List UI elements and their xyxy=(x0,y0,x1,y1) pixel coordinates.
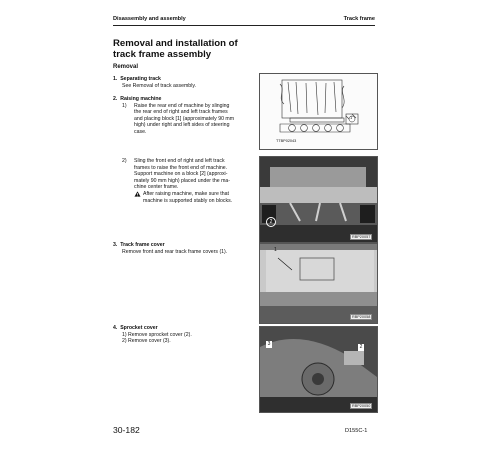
page-title xyxy=(113,38,313,60)
figure-4-image xyxy=(260,327,377,412)
step-4-number: 4. xyxy=(113,325,118,331)
step-2-sub-2-line: Sling the front end of right and left track xyxy=(134,158,225,164)
title-line-2: track frame assembly xyxy=(113,49,212,60)
step-2-sub-2 xyxy=(113,158,263,204)
figure-3-callout: 1 xyxy=(274,247,277,253)
figure-1-callout: 1 xyxy=(350,115,353,120)
page-number: 30-182 xyxy=(113,425,140,435)
step-1-title: Separating track xyxy=(120,76,161,82)
step-2-sub-1-number: 1) xyxy=(122,102,127,109)
figure-1-tag: TTBP02043 xyxy=(276,139,297,143)
page-header xyxy=(113,16,375,26)
figure-4-callout-3: 3 xyxy=(267,341,271,347)
figure-1-illustration xyxy=(260,74,377,149)
step-2-sub-1-line: and placing block [1] (approximately 90 mm xyxy=(134,115,235,122)
step-3-title: Track frame cover xyxy=(120,242,165,248)
step-2-sub-2-line: Support machine on a block [2] (approxi- xyxy=(134,171,228,178)
warning-note xyxy=(134,191,263,204)
step-3 xyxy=(113,242,263,255)
model-number: D155C-1 xyxy=(345,428,368,434)
step-2-sub-1-line: high) under right and left sides of steering xyxy=(134,122,230,129)
figure-3-tag: RBP20058 xyxy=(352,315,371,319)
figure-4-photo xyxy=(259,326,378,413)
warning-line: machine is supported stably on blocks. xyxy=(143,197,233,204)
figure-3-image xyxy=(260,244,377,323)
step-4-item: 2) Remove cover (3). xyxy=(122,338,171,345)
figure-2-tag: RBP20057 xyxy=(352,235,371,239)
figure-2-callout: 2 xyxy=(266,217,276,227)
header-section: Disassembly and assembly xyxy=(113,16,186,22)
step-2-sub-2-line: frames to raise the front end of machine. xyxy=(134,164,228,171)
step-1 xyxy=(113,76,253,89)
step-2-sub-2-line: mately 90 mm high) placed under the ma- xyxy=(134,177,231,184)
figure-1-drawing xyxy=(259,73,378,150)
step-2-sub-2-line: chine center frame. xyxy=(134,184,179,191)
step-1-number: 1. xyxy=(113,76,118,82)
step-2 xyxy=(113,96,263,136)
step-4-item: 1) Remove sprocket cover (2). xyxy=(122,331,192,338)
step-2-sub-1-line: the rear end of right and left track frames xyxy=(134,109,228,116)
figure-2-photo xyxy=(259,156,378,243)
step-2-sub-1 xyxy=(113,103,263,136)
title-line-1: Removal and installation of xyxy=(113,38,238,49)
figure-4-callout-2: 2 xyxy=(359,344,363,350)
warning-icon xyxy=(134,191,141,197)
warning-line: After raising machine, make sure that xyxy=(143,190,229,197)
step-2-sub-1-line: Raise the rear end of machine by slinging xyxy=(134,102,230,109)
section-subtitle: Removal xyxy=(113,64,139,70)
figure-4-tag: RBP20050 xyxy=(352,404,371,408)
step-2-sub-1-line: case. xyxy=(134,128,147,135)
step-2-number: 2. xyxy=(113,96,118,102)
step-2-title: Raising machine xyxy=(120,96,162,102)
header-topic: Track frame xyxy=(343,16,375,22)
step-3-text: Remove front and rear track frame covers (1). xyxy=(122,248,228,255)
step-2-sub-2-number: 2) xyxy=(122,158,127,164)
step-3-number: 3. xyxy=(113,242,118,248)
step-1-text: See Removal of track assembly. xyxy=(122,82,196,89)
step-4-title: Sprocket cover xyxy=(120,325,158,331)
figure-3-photo xyxy=(259,243,378,324)
step-4 xyxy=(113,325,263,345)
figure-2-image xyxy=(260,157,377,242)
